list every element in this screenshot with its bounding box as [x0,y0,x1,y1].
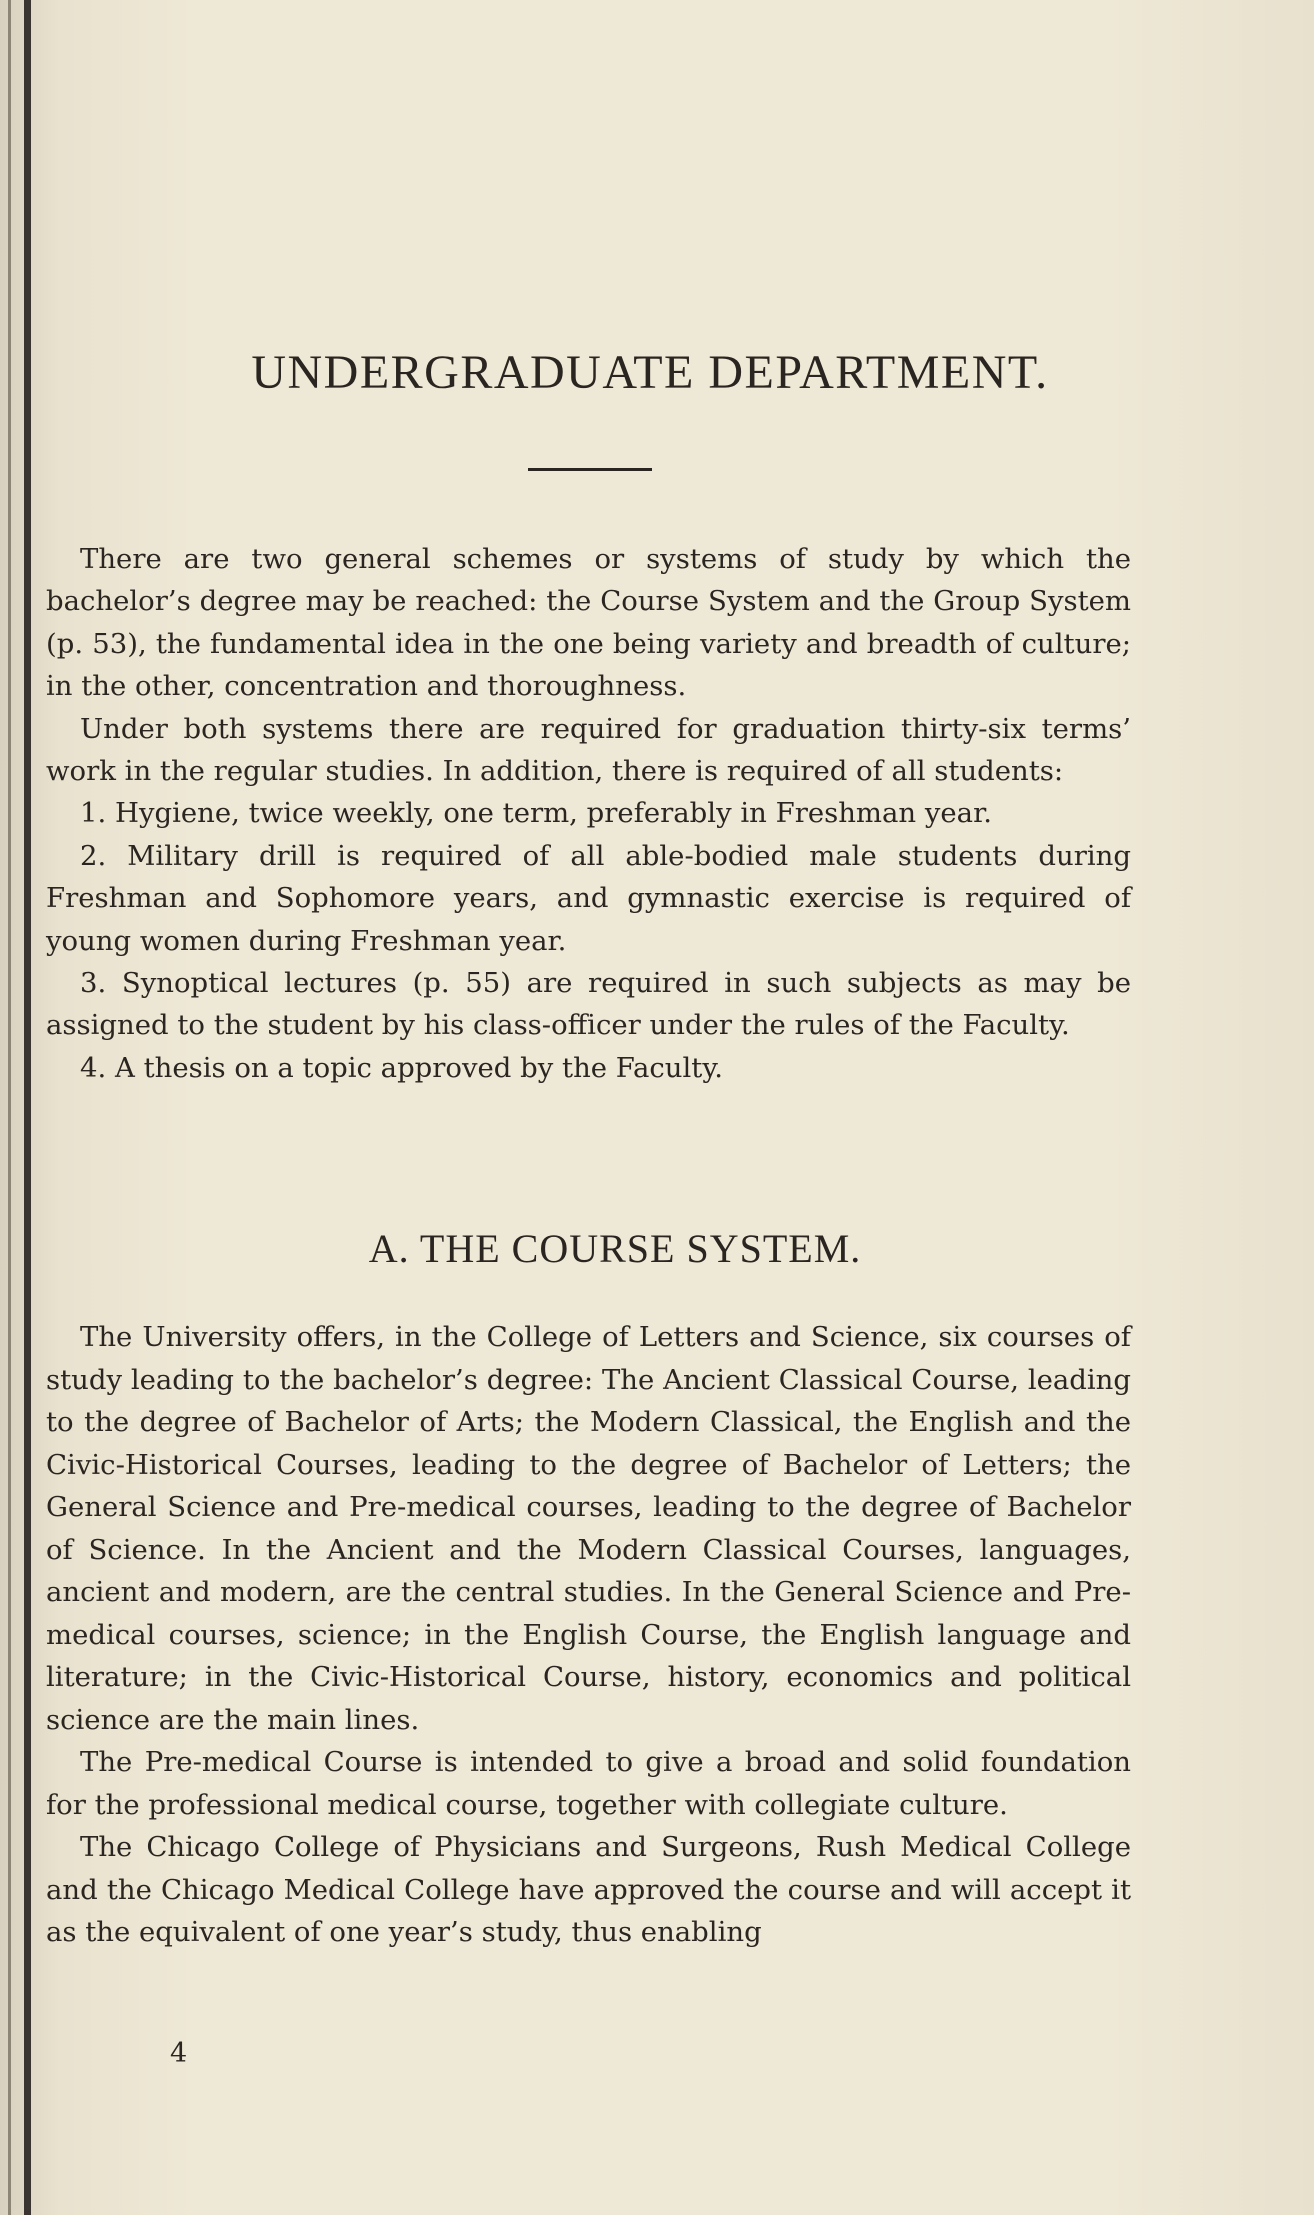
intro-paragraph: Under both systems there are required for graduation thirty-six terms’ work in the regular studies. In addition, there is required of all students: [46,712,1131,788]
section-paragraph: The University offers, in the College of Letters and Science, six courses of study leading to the bachelor’s degree: The Ancient Classical Course, leading to the degree of Bachelor of Arts; the Modern Classical, the English and the Civic-Historical Courses, leading to the degree of Bachelor of Letters; the General Science and Pre-medical courses, leading to the degree of Bachelor of Science. In the Ancient and the Modern Classical Courses, languages, ancient and modern, are the central studies. In the General Science and Pre-medical courses, science; in the English Course, the English language and literature; in the Civic-Historical Course, history, economics and political science are the main lines. [46,1321,1131,1736]
title-rule [528,468,652,471]
requirement-item: 3. Synoptical lectures (p. 55) are required in such subjects as may be assigned to the student by his class-officer under the rules of the Faculty. [46,967,1131,1042]
page-number: 4 [170,2038,188,2069]
section-text [46,1316,1131,1954]
binding-edge-light [8,0,11,2215]
requirement-item: 2. Military drill is required of all able-bodied male students during Freshman and Sophomore years, and gymnastic exercise is required of young women during Freshman year. [46,839,1131,957]
page-title: UNDERGRADUATE DEPARTMENT. [251,346,1049,399]
requirement-item: 4. A thesis on a topic approved by the Faculty. [80,1051,723,1084]
section-paragraph: The Pre-medical Course is intended to give a broad and solid foundation for the professional medical course, together with collegiate culture. [46,1746,1131,1821]
section-heading: A. THE COURSE SYSTEM. [368,1226,862,1271]
requirement-item: 1. Hygiene, twice weekly, one term, preferably in Freshman year. [80,797,992,830]
section-paragraph: The Chicago College of Physicians and Surgeons, Rush Medical College and the Chicago Medical College have approved the course and will accept it as the equivalent of one year’s study, thus enabling [46,1831,1131,1948]
intro-paragraph: There are two general schemes or systems of study by which the bachelor’s degree may be reached: the Course System and the Group System (p. 53), the fundamental idea in the one being variety and breadth of culture; in the other, concentration and thoroughness. [46,543,1131,703]
intro-text [46,538,1131,1089]
binding-edge [24,0,31,2215]
